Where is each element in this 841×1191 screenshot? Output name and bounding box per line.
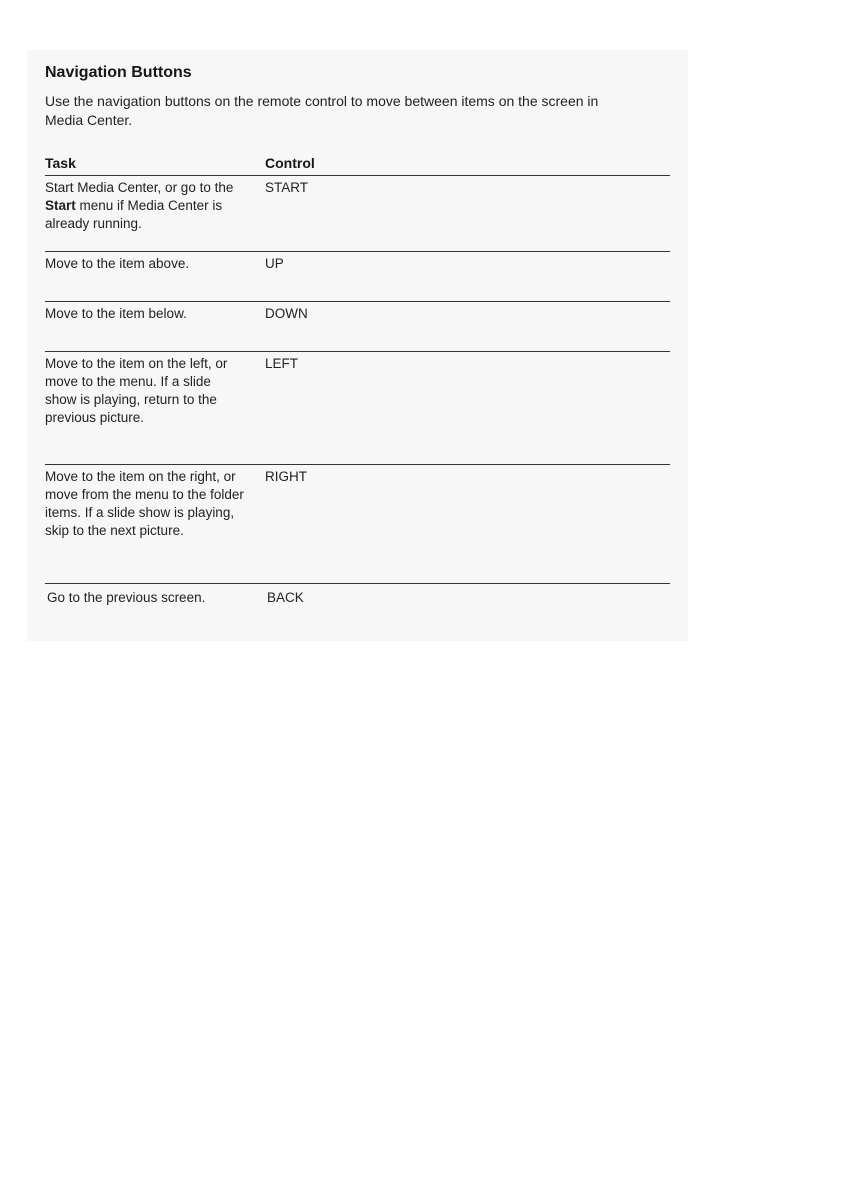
task-cell [45,176,265,252]
column-header-task: Task [45,154,265,176]
start-menu-emphasis: Start [45,198,76,213]
control-text: BACK [267,590,304,605]
control-text: START [265,180,309,195]
control-cell [265,584,670,624]
column-header-control: Control [265,154,670,176]
control-text: DOWN [265,306,308,321]
section-title: Navigation Buttons [45,64,192,81]
section-intro: Use the navigation buttons on the remote control to move between items on the screen in Media Center. [45,93,599,128]
task-cell [45,465,265,584]
table-row [45,252,670,302]
task-control-table [45,154,670,623]
table-row [45,465,670,584]
task-text: Move to the item below. [45,306,187,321]
control-cell [265,302,670,352]
control-cell [265,252,670,302]
task-cell [45,302,265,352]
table-header-row [45,154,670,176]
control-cell [265,465,670,584]
task-text: Move to the item on the left, or move to the menu. If a slide show is playing, return to the previous picture. [45,356,228,425]
table-row [45,302,670,352]
table-row [45,352,670,465]
table-row [45,176,670,252]
control-text: UP [265,256,284,271]
task-text: Move to the item above. [45,256,190,271]
task-cell [45,584,265,624]
task-cell [45,252,265,302]
task-text: Go to the previous screen. [47,590,206,605]
task-cell [45,352,265,465]
control-cell [265,352,670,465]
table-row [45,584,670,624]
control-text: RIGHT [265,469,307,484]
navigation-buttons-panel [27,50,688,641]
control-text: LEFT [265,356,299,371]
control-cell [265,176,670,252]
task-text: Start Media Center, or go to the Start menu if Media Center is already running. [45,180,234,231]
task-text: Move to the item on the right, or move from the menu to the folder items. If a slide show is playing, skip to the next picture. [45,469,244,538]
